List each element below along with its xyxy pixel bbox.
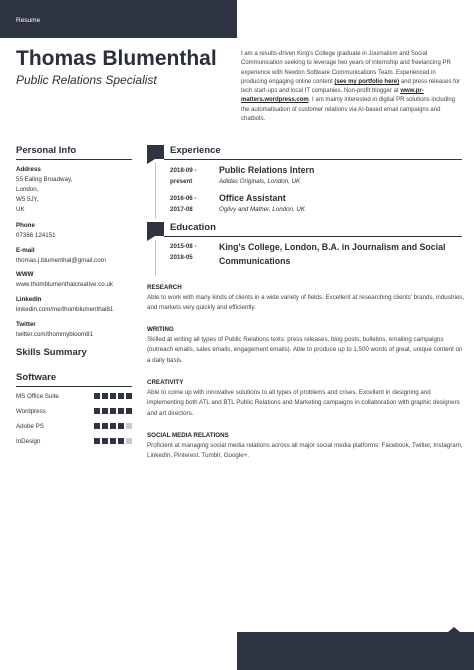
rating-square (110, 408, 116, 414)
twitter-label: Twitter (16, 321, 36, 328)
experience-2-company: Ogilvy and Mather, London, UK (219, 206, 305, 213)
candidate-title: Public Relations Specialist (16, 73, 157, 87)
rating-square (126, 438, 132, 444)
rating-square (102, 408, 108, 414)
address-line-4: UK (16, 206, 25, 213)
skill-4-text: Proficient at managing social media relations across all major social media platforms: Facebook, Twitter, Instagram, LinkedIn, Pinterest, Tumblr, Google+. (147, 442, 463, 460)
address-line-2: London, (16, 186, 39, 193)
experience-1-date-start: 2018-09 - (170, 167, 197, 174)
education-flag-icon (147, 222, 164, 236)
rating-square (110, 393, 116, 399)
software-name-3: Adobe PS (16, 423, 44, 430)
skills-summary-heading: Skills Summary (16, 347, 87, 358)
experience-2-role: Office Assistant (219, 193, 286, 203)
linkedin-label: LinkedIn (16, 296, 42, 303)
www-value[interactable]: www.thomblumenthalcreative.co.uk (16, 281, 113, 288)
rating-square (118, 393, 124, 399)
skill-1-text: Able to work with many kinds of clients in a wide variety of fields. Excellent at researching clients' brands, industries, and markets very quickly and efficiently. (147, 294, 465, 312)
rating-square (102, 423, 108, 429)
personal-info-heading: Personal Info (16, 145, 77, 156)
summary-text-2: and press releases for tech start-ups and local IT companies. Non-profit blogger at (241, 78, 461, 95)
rating-square (126, 393, 132, 399)
software-rating-1 (94, 393, 132, 399)
skill-3-heading: CREATIVITY (147, 379, 184, 386)
rating-square (118, 408, 124, 414)
linkedin-value[interactable]: linkedin.com/me/thomblumenthal81 (16, 306, 114, 313)
software-rule (16, 386, 132, 387)
www-label: WWW (16, 271, 34, 278)
software-name-1: MS Office Suite (16, 393, 59, 400)
twitter-value[interactable]: twitter.com/thommybloom81 (16, 331, 94, 338)
skill-2-heading: WRITING (147, 326, 174, 333)
rating-square (118, 438, 124, 444)
rating-square (118, 423, 124, 429)
phone-value: 07366 124151 (16, 232, 56, 239)
experience-rule (164, 159, 462, 160)
address-label: Address (16, 166, 41, 173)
rating-square (94, 438, 100, 444)
software-name-4: InDesign (16, 438, 41, 445)
personal-info-rule (16, 159, 132, 160)
education-timeline (155, 240, 156, 276)
software-heading: Software (16, 372, 57, 383)
education-degree: King's College, London, B.A. in Journalism and Social Communications (219, 242, 446, 266)
experience-2-date-start: 2016-06 - (170, 195, 197, 202)
experience-heading: Experience (170, 145, 221, 156)
experience-1-date-end: present (170, 178, 193, 185)
address-line-1: 55 Ealing Broadway, (16, 176, 73, 183)
footer-band (237, 632, 474, 670)
experience-2-date-end: 2017-08 (170, 206, 193, 213)
email-label: E-mail (16, 247, 35, 254)
address-line-3: W5 5JY, (16, 196, 39, 203)
experience-1-company: Adidas Originals, London, UK (219, 178, 301, 185)
experience-timeline (155, 163, 156, 218)
profile-summary (241, 50, 463, 124)
rating-square (126, 408, 132, 414)
experience-flag-icon (147, 145, 164, 159)
summary-text-1: I am a results-driven King's College graduate in Journalism and Social Communication seeking to leverage two years of internship and freelancing PR experience with Newton Software Communications Team. Experienced in producing engaging online content (241, 51, 451, 85)
email-value[interactable]: thomas.j.blumenthal@gmail.com (16, 257, 106, 264)
software-rating-2 (94, 408, 132, 414)
skill-3-text: Able to come up with innovative solutions to all types of problems and crises. Excellent in designing and implementing both ATL and BTL Public Relations and Marketing campaigns in collaboration with graphic designers and art directors. (147, 389, 460, 417)
rating-square (110, 423, 116, 429)
skill-1-heading: RESEARCH (147, 284, 182, 291)
phone-label: Phone (16, 222, 35, 229)
footer-notch (448, 627, 460, 632)
rating-square (102, 393, 108, 399)
rating-square (94, 393, 100, 399)
rating-square (94, 423, 100, 429)
resume-tag: Resume (16, 17, 41, 24)
header-band (0, 0, 237, 38)
software-rating-4 (94, 438, 132, 444)
rating-square (94, 408, 100, 414)
candidate-name: Thomas Blumenthal (16, 47, 217, 70)
skill-4-heading: SOCIAL MEDIA RELATIONS (147, 432, 229, 439)
experience-1-role: Public Relations Intern (219, 165, 315, 175)
education-rule (164, 236, 462, 237)
education-date-end: 2018-05 (170, 254, 193, 261)
rating-square (126, 423, 132, 429)
portfolio-link[interactable]: (see my portfolio here) (334, 78, 400, 85)
skill-2-text: Skilled at writing all types of Public Relations texts: press releases, blog posts, bulletins, emailing campaigns (outreach emails, sales emails, engagement emails). Able to produce up to 1,500 words of great, unique content on a daily basis. (147, 336, 463, 364)
education-date-start: 2015-08 - (170, 243, 197, 250)
software-name-2: Wordpress (16, 408, 46, 415)
rating-square (102, 438, 108, 444)
summary-text-3: . I am mainly interested in digital PR solutions including the automatisation of customer relations via AI-based email campaigns and chatbots. (241, 97, 456, 123)
blog-link[interactable]: www.pr-matters.wordpress.com (241, 88, 424, 104)
education-heading: Education (170, 222, 216, 233)
software-rating-3 (94, 423, 132, 429)
rating-square (110, 438, 116, 444)
